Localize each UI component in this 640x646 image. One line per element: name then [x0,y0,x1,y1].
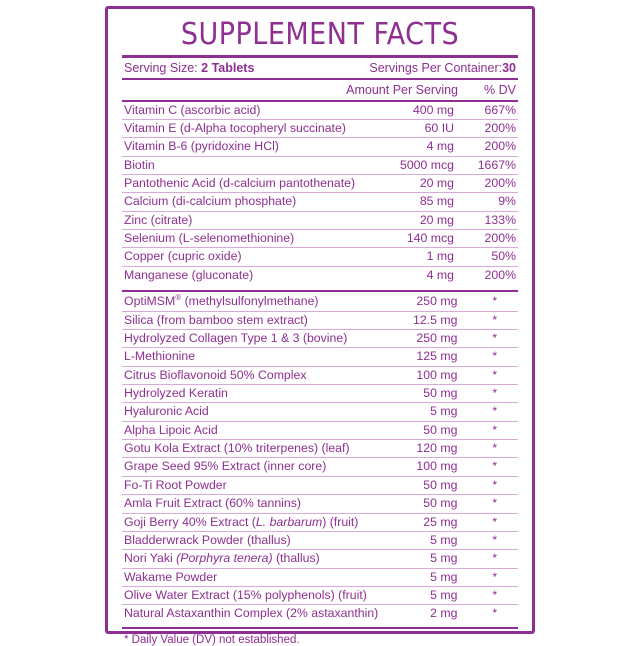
table-row [122,513,518,531]
ingredient-dv: * [471,311,518,329]
nutrient-name: Vitamin E (d-Alpha tocopheryl succinate) [122,119,374,137]
dv-header: % DV [484,82,516,97]
nutrient-amount: 5000 mcg [374,156,468,174]
ingredient-name: Fo-Ti Root Powder [122,476,380,494]
ingredient-dv: * [471,495,518,513]
ingredient-amount: 100 mg [380,458,471,476]
nutrient-dv: 200% [468,174,518,192]
table-row [122,531,518,549]
table-row [122,476,518,494]
ingredient-dv: * [471,513,518,531]
table-row [122,329,518,347]
ingredient-amount: 125 mg [380,348,471,366]
ingredient-amount: 2 mg [430,606,458,621]
nutrient-dv: 200% [468,138,518,156]
table-row [122,550,518,568]
ingredient-name: Hyaluronic Acid [122,403,380,421]
nutrient-dv: 200% [468,230,518,248]
servings-per-container [369,61,516,75]
table-row [122,421,518,439]
nutrient-amount: 4 mg [426,267,454,282]
ingredient-amount: 5 mg [380,531,471,549]
ingredient-dv: * [471,568,518,586]
ingredient-amount: 50 mg [380,421,471,439]
supplement-facts-panel [105,6,535,646]
table-row [122,403,518,421]
table-row [122,568,518,586]
nutrient-dv: 667% [468,102,518,120]
table-row [122,605,518,623]
nutrient-name: Vitamin C (ascorbic acid) [122,102,374,120]
table-row [122,102,518,120]
nutrient-name: Vitamin B-6 (pyridoxine HCl) [122,138,374,156]
ingredient-dv: * [471,550,518,568]
nutrient-amount: 400 mg [374,102,468,120]
ingredient-dv: * [471,531,518,549]
ingredient-dv: * [471,458,518,476]
table-row [122,495,518,513]
ingredient-dv: * [471,384,518,402]
ingredient-amount: 12.5 mg [380,311,471,329]
nutrient-name: Biotin [122,156,374,174]
ingredient-dv: * [471,366,518,384]
ingredient-amount: 50 mg [380,384,471,402]
nutrient-amount: 60 IU [374,119,468,137]
nutrient-name: Calcium (di-calcium phosphate) [122,193,374,211]
ingredient-dv: * [492,606,498,621]
nutrient-dv: 50% [468,248,518,266]
table-row [122,230,518,248]
table-row [122,138,518,156]
ingredient-dv: * [471,329,518,347]
ingredient-dv: * [471,440,518,458]
ingredient-name: Gotu Kola Extract (10% triterpenes) (leaf) [122,440,380,458]
nutrient-name: Manganese (gluconate) [124,267,254,282]
table-row [122,384,518,402]
table-row [122,119,518,137]
nutrient-name: Zinc (citrate) [122,211,374,229]
servings-per-container-label: Servings Per Container: [369,60,503,75]
serving-size-label: Serving Size: [124,60,198,75]
nutrient-dv: 9% [468,193,518,211]
ingredient-name: Wakame Powder [122,568,380,586]
ingredient-amount: 120 mg [380,440,471,458]
nutrient-dv: 133% [468,211,518,229]
ingredient-name: Natural Astaxanthin Complex (2% astaxanthin) [124,606,379,621]
ingredient-name: Hydrolyzed Keratin [122,384,380,402]
table-row [122,193,518,211]
servings-per-container-value: 30 [502,60,516,75]
serving-info-row [122,58,518,78]
table-row [122,586,518,604]
nutrient-name: Copper (cupric oxide) [122,248,374,266]
nutrient-amount: 140 mcg [374,230,468,248]
table-row [122,440,518,458]
ingredient-name: Grape Seed 95% Extract (inner core) [122,458,380,476]
table-row [122,348,518,366]
nutrient-amount: 20 mg [374,211,468,229]
ingredient-dv: * [471,348,518,366]
table-row [122,211,518,229]
column-headers [122,80,518,100]
ingredient-dv: * [471,476,518,494]
nutrient-amount: 1 mg [374,248,468,266]
nutrient-dv: 200% [484,267,516,282]
serving-size-value: 2 Tablets [201,60,255,75]
table-row [122,156,518,174]
nutrient-dv: 1667% [468,156,518,174]
ingredient-amount: 250 mg [380,292,471,311]
table-row [122,311,518,329]
ingredient-amount: 50 mg [380,495,471,513]
ingredient-amount: 5 mg [380,403,471,421]
ingredient-name: Amla Fruit Extract (60% tannins) [122,495,380,513]
amount-per-serving-header: Amount Per Serving [346,82,458,97]
ingredient-name: OptiMSM® (methylsulfonylmethane) [122,292,380,311]
ingredient-name: Hydrolyzed Collagen Type 1 & 3 (bovine) [122,329,380,347]
nutrient-name: Selenium (L-selenomethionine) [122,230,374,248]
ingredient-name: Citrus Bioflavonoid 50% Complex [122,366,380,384]
ingredient-name: Nori Yaki (Porphyra tenera) (thallus) [122,550,380,568]
ingredient-name: Bladderwrack Powder (thallus) [122,531,380,549]
ingredient-amount: 250 mg [380,329,471,347]
ingredient-amount: 100 mg [380,366,471,384]
nutrient-dv: 200% [468,119,518,137]
ingredient-name: Alpha Lipoic Acid [122,421,380,439]
ingredient-name: L-Methionine [122,348,380,366]
table-row [122,248,518,266]
table-row [122,266,518,284]
nutrient-amount: 4 mg [374,138,468,156]
nutrients-table-primary [122,102,518,285]
ingredient-dv: * [471,292,518,311]
ingredient-name: Goji Berry 40% Extract (L. barbarum) (fruit) [122,513,380,531]
page-title: SUPPLEMENT FACTS [180,17,460,52]
nutrient-name: Pantothenic Acid (d-calcium pantothenate) [122,174,374,192]
table-row [122,174,518,192]
table-row [122,292,518,311]
ingredient-dv: * [471,586,518,604]
table-row [122,366,518,384]
nutrients-table-secondary [122,292,518,623]
ingredient-amount: 5 mg [380,568,471,586]
nutrient-amount: 85 mg [374,193,468,211]
ingredient-amount: 5 mg [380,586,471,604]
nutrient-amount: 20 mg [374,174,468,192]
ingredient-name: Silica (from bamboo stem extract) [122,311,380,329]
table-row [122,458,518,476]
footnote: * Daily Value (DV) not established. [124,633,300,646]
serving-size [124,61,254,75]
ingredient-amount: 5 mg [380,550,471,568]
ingredient-name: Olive Water Extract (15% polyphenols) (fruit) [122,586,380,604]
ingredient-dv: * [471,421,518,439]
ingredient-amount: 25 mg [380,513,471,531]
ingredient-amount: 50 mg [380,476,471,494]
ingredient-dv: * [471,403,518,421]
